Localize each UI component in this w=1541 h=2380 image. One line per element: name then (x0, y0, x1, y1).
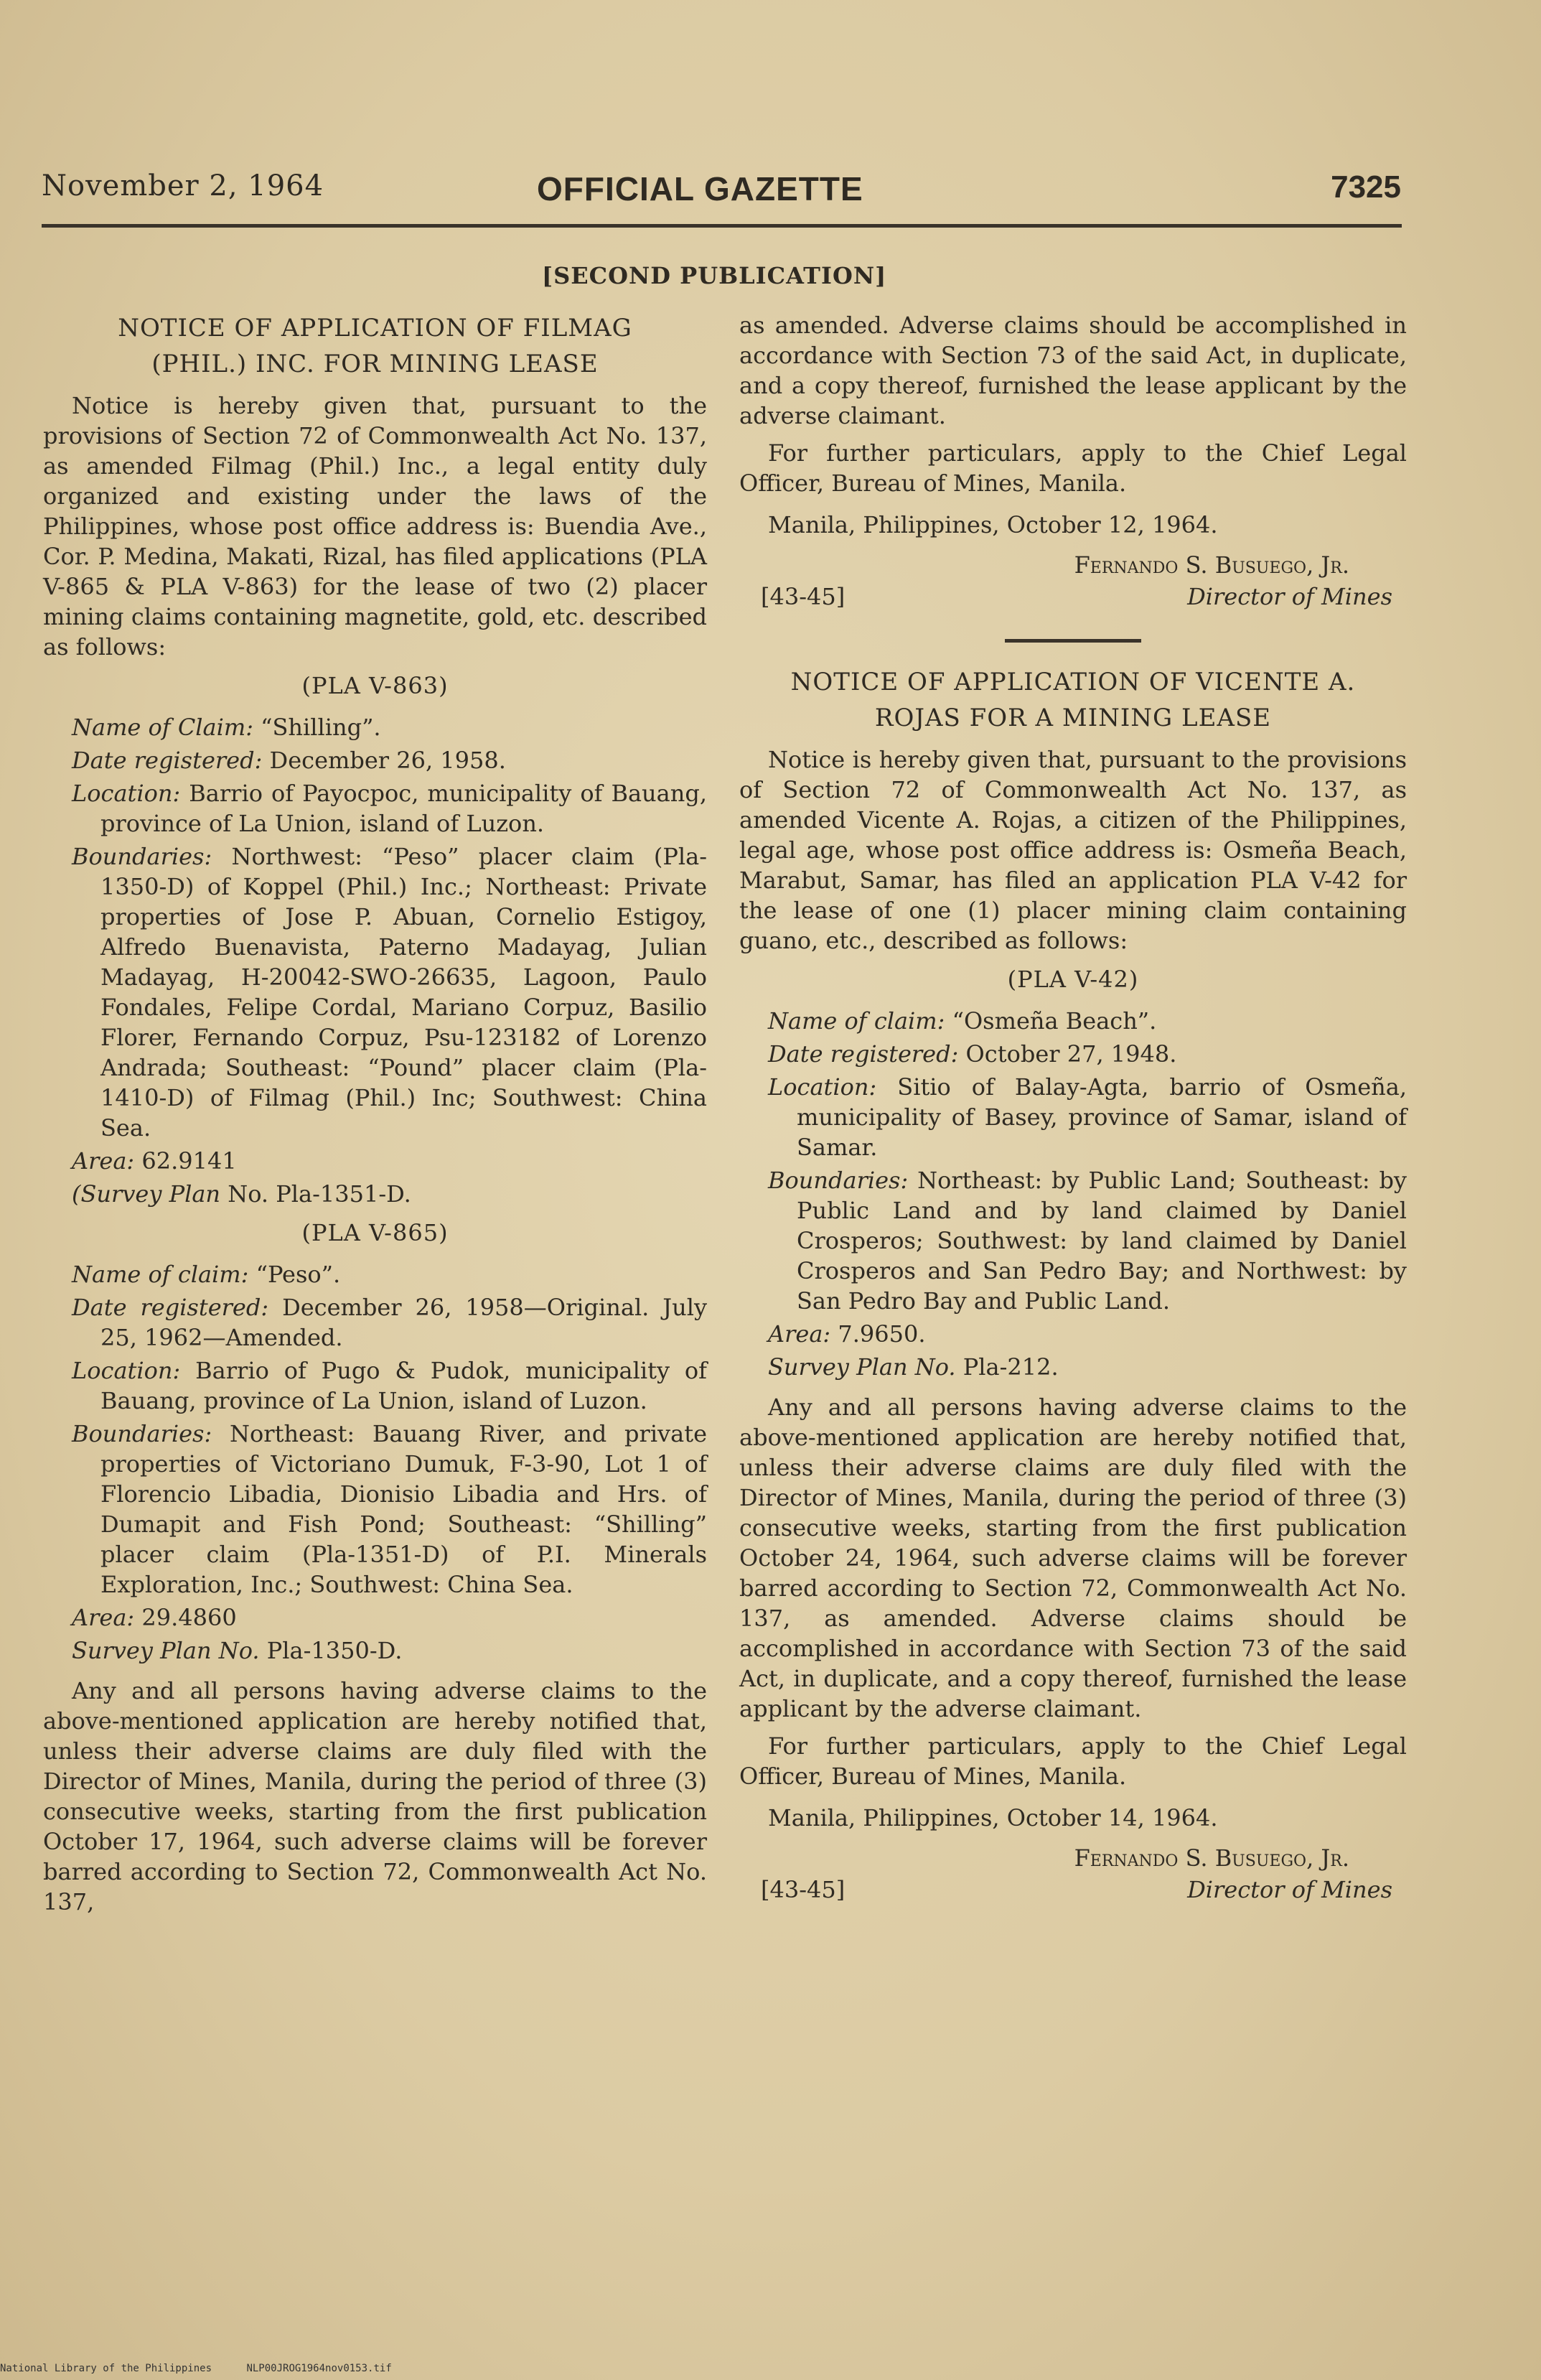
notice2-signer-title: Director of Mines (1187, 1876, 1392, 1903)
claim1-date-label: Date registered: (72, 747, 263, 774)
claim1-boundaries-label: Boundaries: (72, 843, 212, 870)
claim3-survey-label: Survey Plan No. (768, 1353, 956, 1381)
notice2-intro: Notice is hereby given that, pursuant to the provisions of Section 72 of Commonwealth Act No. 137, as amended Vicente A. Rojas, a citizen of the Philippines, legal age, whose post office address is: Osmeña Beach, Marabut, Samar, has filed an application PLA V-42 for the lease of one (1) placer mining claim containing guano, etc., described as follows: (739, 746, 1407, 954)
notice1-intro: Notice is hereby given that, pursuant to the provisions of Section 72 of Commonwealth Act No. 137, as amended Filmag (Phil.) Inc., a legal entity duly organized and existing under the laws of the Philippines, whose post office address is: Buendia Ave., Cor. P. Medina, Makati, Rizal, has filed applications (PLA V-865 & PLA V-863) for the lease of two (2) placer mining claims containing magnetite, gold, etc. described as follows: (43, 392, 707, 661)
claim1-pla: (PLA V-863) (301, 672, 449, 699)
notice2-further: For further particulars, apply to the Chief Legal Officer, Bureau of Mines, Manila. (739, 1732, 1407, 1790)
claim3-date-label: Date registered: (768, 1040, 959, 1068)
claim1-survey-label: (Survey Plan (72, 1180, 221, 1208)
notice2-heading-line1: NOTICE OF APPLICATION OF VICENTE A. (790, 668, 1356, 696)
claim2-date-label: Date registered: (72, 1294, 269, 1321)
scan-footer (0, 2363, 421, 2374)
claim3-survey (768, 1352, 1407, 1382)
page-header (42, 169, 1405, 220)
claim2-location-label: Location: (72, 1357, 181, 1384)
claim1-name-label: Name of Claim: (72, 714, 253, 741)
notice1-signer-title: Director of Mines (1187, 583, 1392, 610)
claim1-boundaries-value: Northwest: “Peso” placer claim (Pla-1350-D) of Koppel (Phil.) Inc.; Northeast: Private properties of Jose P. Abuan, Cornelio Estigoy, Alfredo Buenavista, Paterno Madayag, Julian Madayag, H-20042-SWO-26635, Lagoon, Paulo Fondales, Felipe Cordal, Mariano Corpuz, Basilio Florer, Fernando Corpuz, Psu-123182 of Lorenzo Andrada; Southeast: “Pound” placer claim (Pla-1410-D) of Filmag (Phil.) Inc; Southwest: China Sea. (100, 843, 708, 1142)
notice1-heading-line1: NOTICE OF APPLICATION OF FILMAG (118, 314, 632, 342)
claim1-location-label: Location: (72, 780, 181, 807)
claim2-location-value: Barrio of Pugo & Pudok, municipality of Bauang, province of La Union, island of Luzon. (100, 1357, 708, 1414)
publication-note: [SECOND PUBLICATION] (542, 262, 887, 289)
claim1-name-value: “Shilling”. (261, 714, 381, 741)
notice1-signature (739, 550, 1407, 615)
notice1-ref: [43-45] (761, 583, 846, 610)
header-rule (42, 224, 1402, 228)
claim2-name-value: “Peso”. (256, 1261, 341, 1288)
claim1-survey (72, 1179, 707, 1209)
claim1-area-value: 62.9141 (141, 1147, 237, 1175)
claim1-date-value: December 26, 1958. (269, 747, 506, 774)
claim2-boundaries-label: Boundaries: (72, 1420, 212, 1447)
notice1-heading-line2: (PHIL.) INC. FOR MINING LEASE (151, 350, 599, 378)
notice2-adverse: Any and all persons having adverse claims to the above-mentioned application are hereby notified that, unless their adverse claims are duly filed with the Director of Mines, Manila, during the period of three (3) consecutive weeks, starting from the first publication October 24, 1964, such adverse claims will be forever barred according to Section 72, Commonwealth Act No. 137, as amended. Adverse claims should be accomplished in accordance with Section 73 of the said Act, in duplicate, and a copy thereof, furnished the lease applicant by the adverse claimant. (739, 1394, 1407, 1722)
page-number: 7325 (1331, 169, 1401, 205)
claim3-survey-value: Pla-212. (962, 1353, 1059, 1381)
claim2-location (72, 1355, 707, 1416)
notice-divider (1005, 639, 1141, 643)
claim2-area-label: Area: (72, 1604, 135, 1631)
claim1-name (72, 712, 707, 742)
claim2-pla: (PLA V-865) (301, 1219, 449, 1246)
claim2-date-value: December 26, 1958—Original. July 25, 1962—Amended. (100, 1294, 708, 1351)
claim2-boundaries (72, 1419, 707, 1600)
footer-file: NLP00JROG1964nov0153.tif (246, 2363, 392, 2374)
claim3-name-label: Name of claim: (768, 1007, 945, 1035)
claim2-survey-label: Survey Plan No. (72, 1637, 260, 1664)
claim1-area (72, 1146, 707, 1176)
claim3-location-label: Location: (768, 1073, 877, 1101)
notice2-signature (739, 1843, 1407, 1908)
claim3-area (768, 1319, 1407, 1349)
notice2-ref: [43-45] (761, 1876, 846, 1903)
claim1-location (72, 778, 707, 839)
claim3-boundaries-value: Northeast: by Public Land; Southeast: by Public Land and by land claimed by Daniel Crosperos; Southwest: by land claimed by Daniel Crosperos and San Pedro Bay; and Northwest: by San Pedro Bay and Public Land. (797, 1167, 1407, 1315)
claim3-name (768, 1006, 1407, 1036)
notice1-adverse: Any and all persons having adverse claims to the above-mentioned application are hereby notified that, unless their adverse claims are duly filed with the Director of Mines, Manila, during the period of three (3) consecutive weeks, starting from the first publication October 17, 1964, such adverse claims will be forever barred according to Section 72, Commonwealth Act No. 137, (43, 1677, 707, 1915)
claim1-location-value: Barrio of Payocpoc, municipality of Bauang, province of La Union, island of Luzon. (100, 780, 708, 837)
claim3-date-value: October 27, 1948. (965, 1040, 1177, 1068)
claim2-date (72, 1292, 707, 1353)
claim1-area-label: Area: (72, 1147, 135, 1175)
claim3-pla: (PLA V-42) (1007, 966, 1139, 993)
notice1-adverse-cont: as amended. Adverse claims should be accomplished in accordance with Section 73 of the said Act, in duplicate, and a copy thereof, furnished the lease applicant by the adverse claimant. (739, 312, 1407, 429)
claim3-date (768, 1039, 1407, 1069)
claim3-area-value: 7.9650. (838, 1320, 926, 1348)
right-column (739, 310, 1407, 1908)
claim2-survey (72, 1635, 707, 1666)
claim3-boundaries-label: Boundaries: (768, 1167, 909, 1194)
notice1-further: For further particulars, apply to the Chief Legal Officer, Bureau of Mines, Manila. (739, 439, 1407, 497)
left-column (43, 310, 707, 1924)
claim3-location (768, 1072, 1407, 1162)
claim2-name (72, 1259, 707, 1289)
claim2-area (72, 1602, 707, 1633)
claim3-location-value: Sitio of Balay-Agta, barrio of Osmeña, municipality of Basey, province of Samar, island of Samar. (797, 1073, 1407, 1161)
notice2-heading-line2: ROJAS FOR A MINING LEASE (874, 704, 1272, 732)
claim1-date (72, 745, 707, 775)
notice1-signer: Fernando S. Busuego, Jr. (1074, 551, 1349, 579)
claim2-area-value: 29.4860 (141, 1604, 237, 1631)
notice2-place-date: Manila, Philippines, October 14, 1964. (768, 1804, 1218, 1831)
notice2-signer: Fernando S. Busuego, Jr. (1074, 1844, 1349, 1872)
notice1-place-date: Manila, Philippines, October 12, 1964. (768, 511, 1218, 538)
notice2-heading (739, 664, 1407, 736)
claim3-boundaries (768, 1165, 1407, 1316)
header-title: OFFICIAL GAZETTE (537, 170, 863, 207)
claim2-boundaries-value: Northeast: Bauang River, and private properties of Victoriano Dumuk, F-3-90, Lot 1 of Florencio Libadia, Dionisio Libadia and Hrs. of Dumapit and Fish Pond; Southeast: “Shilling” placer claim (Pla-1351-D) of P.I. Minerals Exploration, Inc.; Southwest: China Sea. (100, 1420, 708, 1598)
header-date: November 2, 1964 (42, 169, 324, 202)
claim3-name-value: “Osmeña Beach”. (952, 1007, 1157, 1035)
notice1-heading (43, 310, 707, 382)
claim2-survey-value: Pla-1350-D. (266, 1637, 403, 1664)
claim3-area-label: Area: (768, 1320, 831, 1348)
claim2-name-label: Name of claim: (72, 1261, 249, 1288)
claim1-boundaries (72, 841, 707, 1143)
footer-library: National Library of the Philippines (0, 2363, 212, 2374)
claim1-survey-value: No. Pla-1351-D. (228, 1180, 411, 1208)
